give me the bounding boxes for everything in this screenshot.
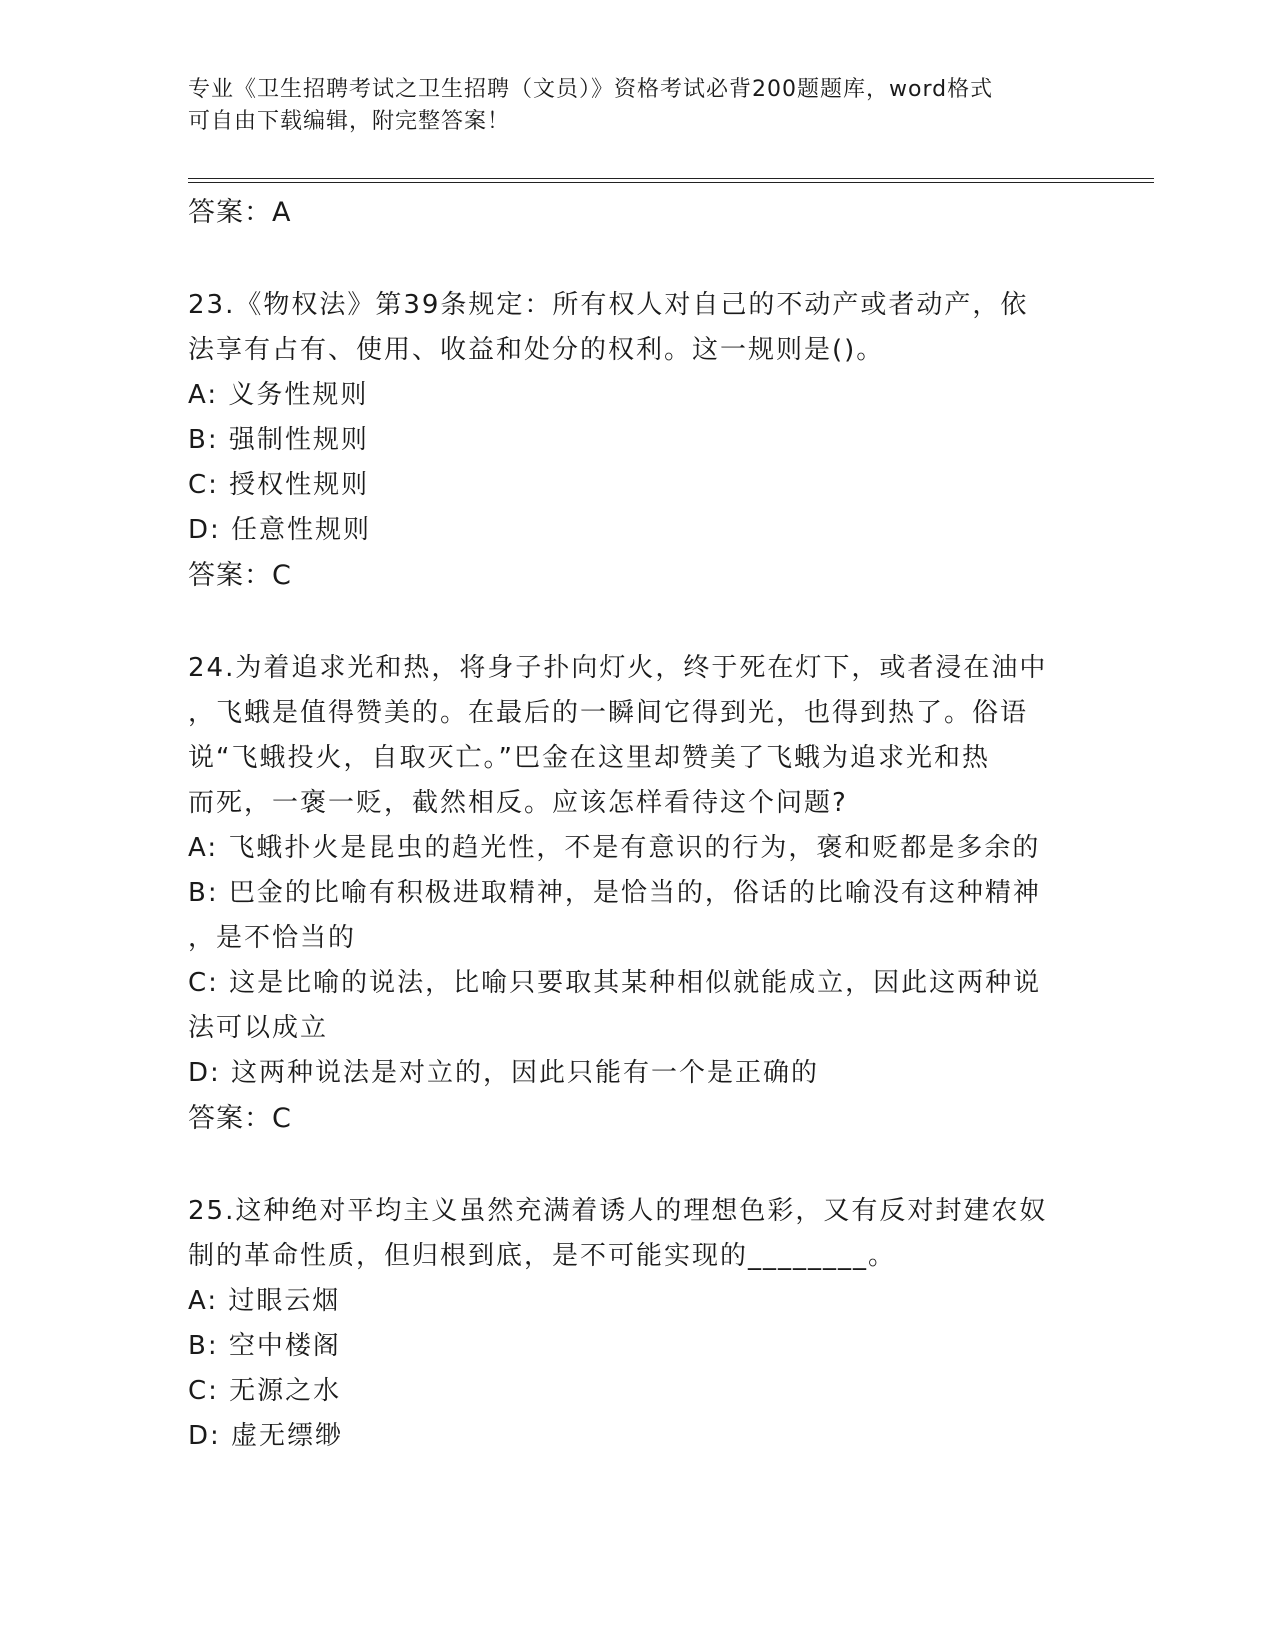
header-line-1: 专业《卫生招聘考试之卫生招聘（文员）》资格考试必背200题题库，word格式 — [188, 77, 994, 102]
option-a: A: 飞蛾扑火是昆虫的趋光性，不是有意识的行为，褒和贬都是多余的 — [188, 833, 1041, 863]
question-stem-line: 制的革命性质，但归根到底，是不可能实现的________。 — [188, 1241, 897, 1271]
option-c: C: 这是比喻的说法，比喻只要取其某种相似就能成立，因此这两种说 — [188, 968, 1042, 998]
question-stem-line: 25.这种绝对平均主义虽然充满着诱人的理想色彩，又有反对封建农奴 — [188, 1196, 1048, 1226]
header-line-2: 可自由下载编辑，附完整答案！ — [188, 109, 511, 134]
previous-answer: 答案：A — [188, 197, 292, 228]
option-a: A: 义务性规则 — [188, 380, 369, 410]
question-stem-line: 23.《物权法》第39条规定：所有权人对自己的不动产或者动产，依 — [188, 290, 1029, 320]
question-24 — [188, 646, 1108, 1141]
option-c-continuation: 法可以成立 — [188, 1013, 329, 1043]
document-content — [188, 190, 1108, 1459]
page-header — [188, 74, 1088, 138]
answer-23: 答案：C — [188, 560, 292, 591]
option-d: D: 这两种说法是对立的，因此只能有一个是正确的 — [188, 1058, 820, 1088]
question-stem-line: 而死，一褒一贬，截然相反。应该怎样看待这个问题? — [188, 788, 848, 818]
question-stem-line: ，飞蛾是值得赞美的。在最后的一瞬间它得到光，也得到热了。俗语 — [188, 698, 1029, 728]
header-divider-bottom — [188, 182, 1154, 183]
option-c: C: 授权性规则 — [188, 470, 370, 500]
option-a: A: 过眼云烟 — [188, 1286, 341, 1316]
option-c: C: 无源之水 — [188, 1376, 342, 1406]
header-divider-top — [188, 178, 1154, 179]
option-b-continuation: ，是不恰当的 — [188, 923, 357, 953]
option-b: B: 强制性规则 — [188, 425, 369, 455]
question-stem-line: 说“飞蛾投火，自取灭亡。”巴金在这里却赞美了飞蛾为追求光和热 — [188, 743, 990, 773]
option-b: B: 巴金的比喻有积极进取精神，是恰当的，俗话的比喻没有这种精神 — [188, 878, 1041, 908]
option-b: B: 空中楼阁 — [188, 1331, 341, 1361]
question-25 — [188, 1189, 1108, 1459]
question-23 — [188, 283, 1108, 598]
option-d: D: 任意性规则 — [188, 515, 372, 545]
question-stem-line: 24.为着追求光和热，将身子扑向灯火，终于死在灯下，或者浸在油中 — [188, 653, 1048, 683]
answer-24: 答案：C — [188, 1103, 292, 1134]
option-d: D: 虚无缥缈 — [188, 1421, 344, 1451]
question-stem-line: 法享有占有、使用、收益和处分的权利。这一规则是()。 — [188, 335, 885, 365]
